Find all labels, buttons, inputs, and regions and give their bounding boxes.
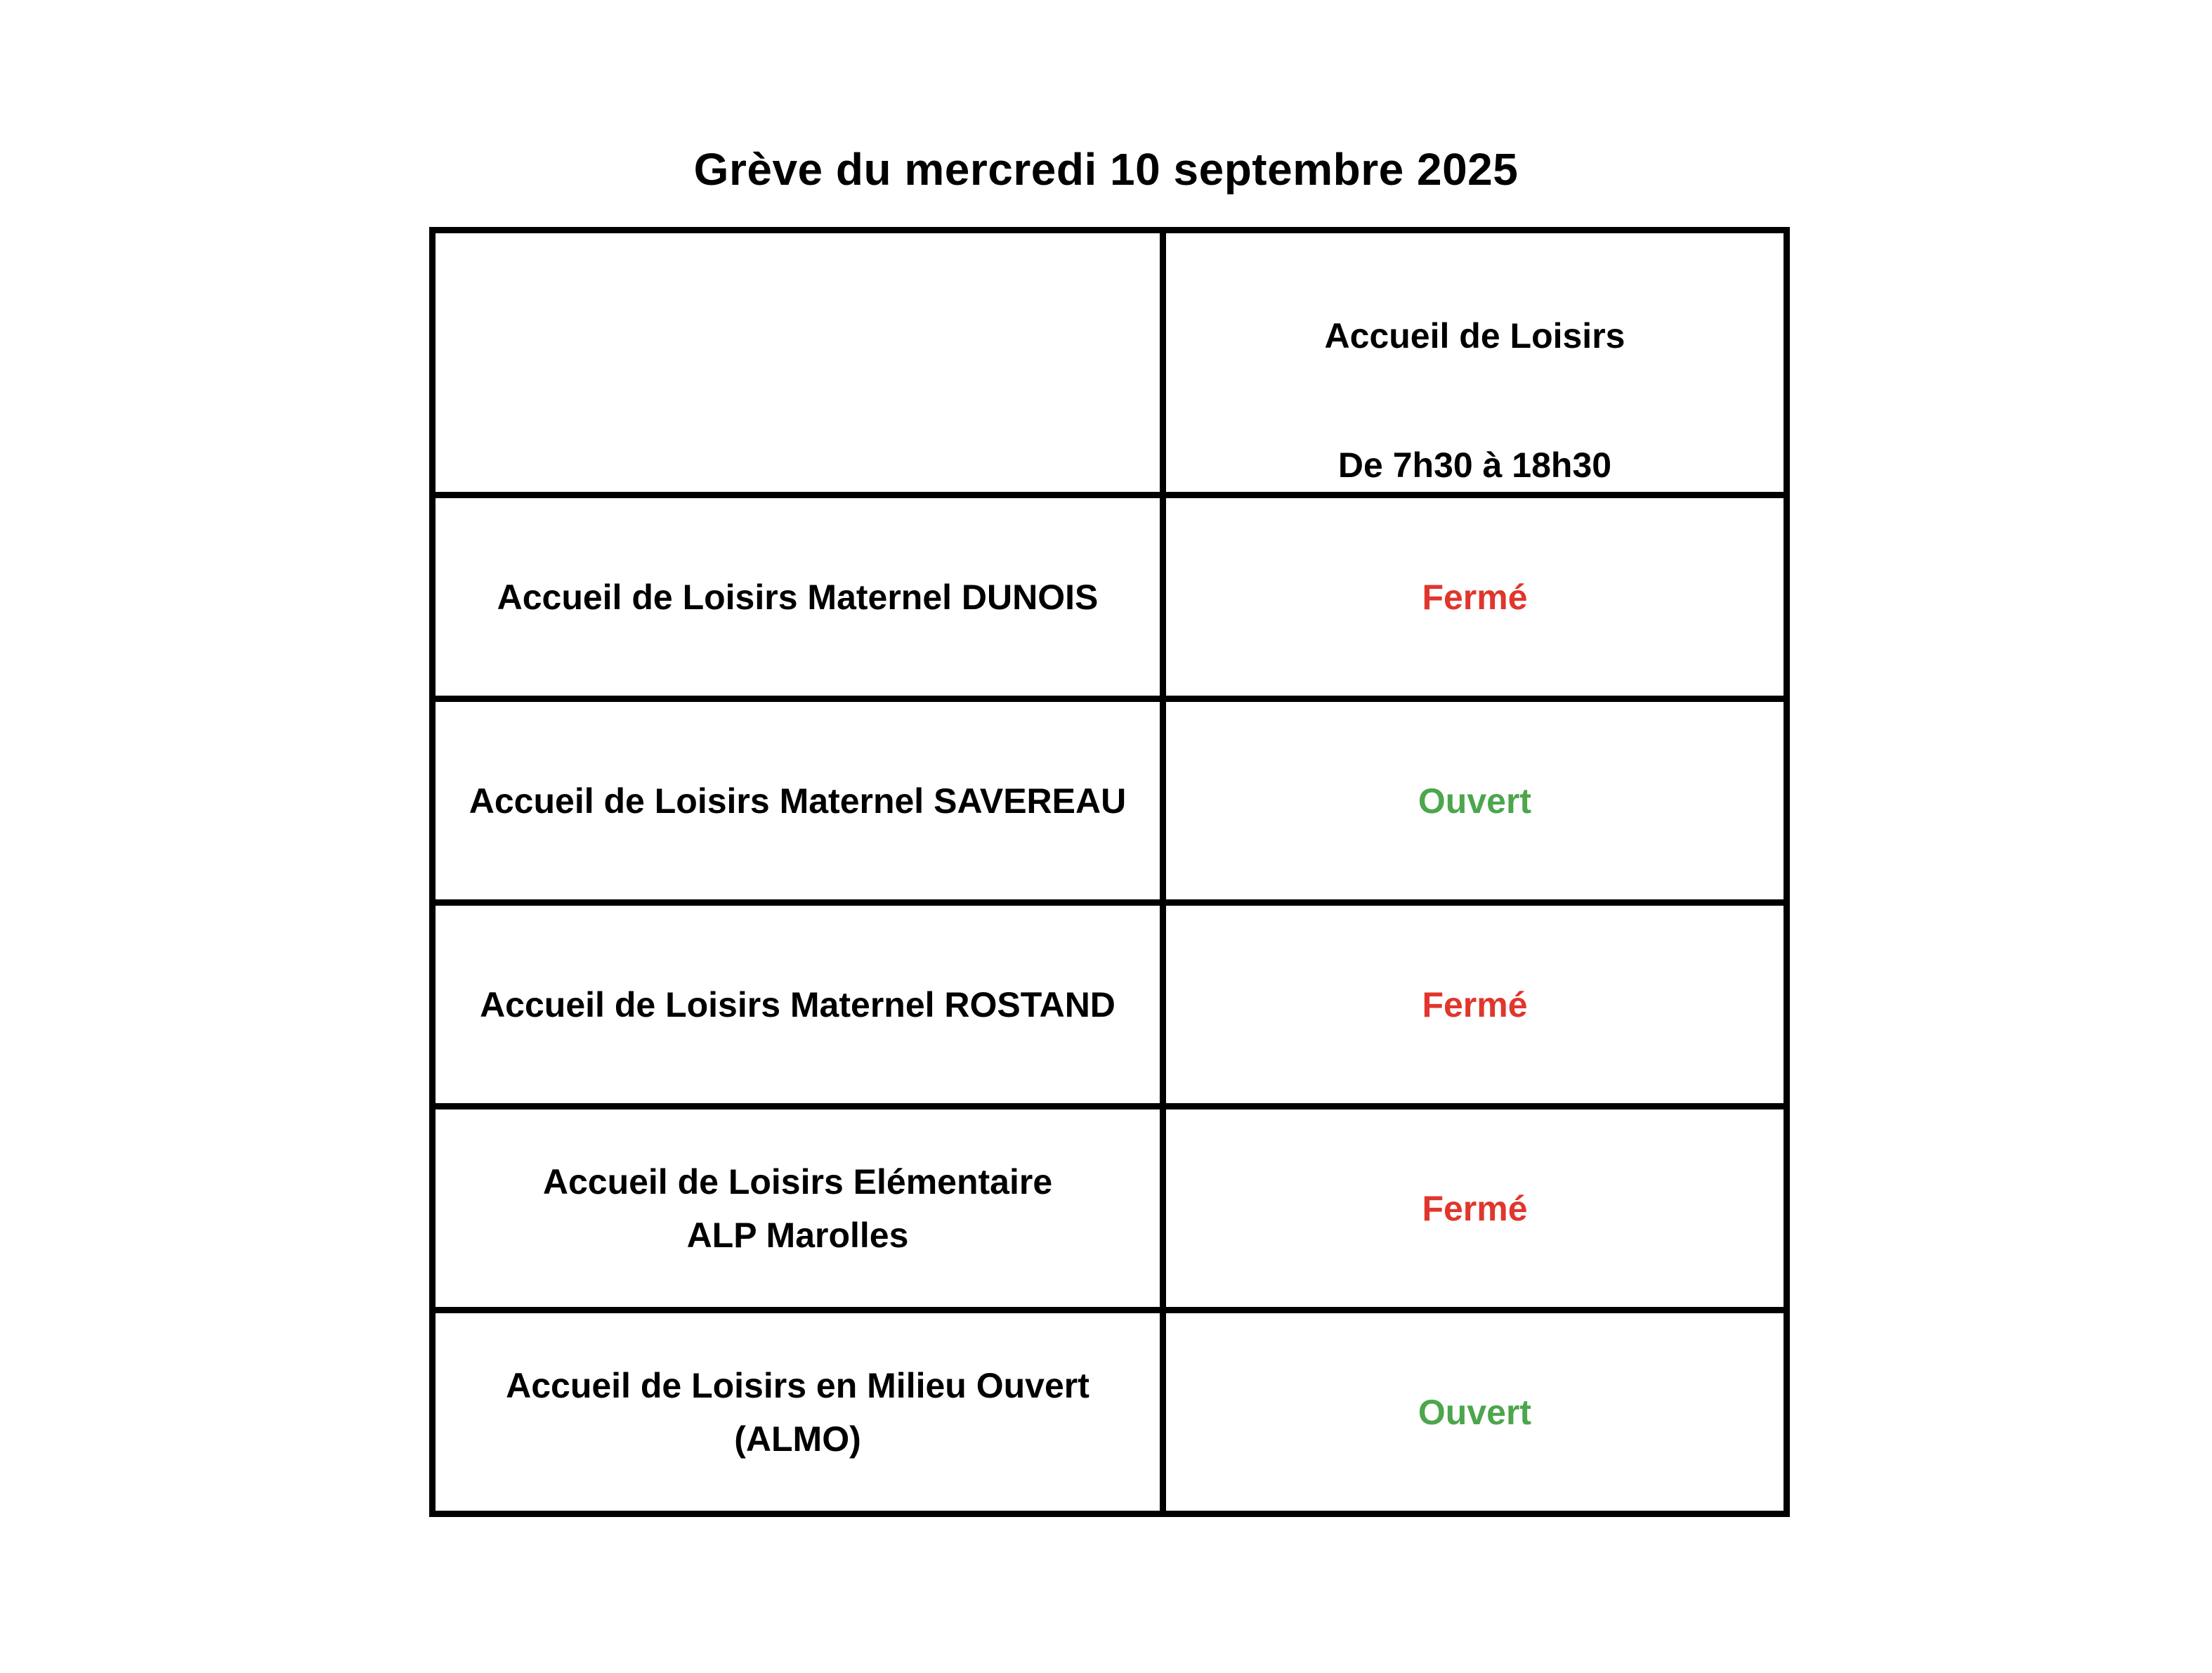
site-name-cell <box>433 699 1163 903</box>
status-label-open: Ouvert <box>1418 781 1532 821</box>
page-title: Grève du mercredi 10 septembre 2025 <box>693 144 1519 195</box>
table-row <box>433 495 1787 699</box>
header-status-title: Accueil de Loisirs <box>1324 316 1625 356</box>
status-label-closed: Fermé <box>1422 984 1528 1024</box>
header-name-cell <box>433 230 1163 495</box>
site-name-line-1: Accueil de Loisirs en Milieu Ouvert <box>506 1365 1089 1405</box>
status-cell <box>1163 699 1787 903</box>
status-cell <box>1163 903 1787 1107</box>
header-status-hours: De 7h30 à 18h30 <box>1337 445 1612 485</box>
status-table <box>429 227 1790 1517</box>
site-name-line-1: Accueil de Loisirs Elémentaire <box>542 1161 1053 1202</box>
table-row <box>433 699 1787 903</box>
site-name: Accueil de Loisirs Maternel ROSTAND <box>480 984 1115 1024</box>
table-header-row <box>433 230 1787 495</box>
status-cell <box>1163 1107 1787 1310</box>
header-status-cell <box>1163 230 1787 495</box>
site-name-cell <box>433 903 1163 1107</box>
status-cell <box>1163 1310 1787 1514</box>
table-row <box>433 1310 1787 1514</box>
site-name-cell <box>433 1310 1163 1514</box>
site-name: Accueil de Loisirs Maternel DUNOIS <box>497 577 1099 617</box>
site-name-cell <box>433 1107 1163 1310</box>
status-label-open: Ouvert <box>1418 1392 1532 1432</box>
status-label-closed: Fermé <box>1422 577 1528 617</box>
site-name-line-2: ALP Marolles <box>686 1215 909 1255</box>
status-cell <box>1163 495 1787 699</box>
site-name-line-2: (ALMO) <box>734 1419 861 1459</box>
site-name: Accueil de Loisirs Maternel SAVEREAU <box>469 781 1127 821</box>
status-label-closed: Fermé <box>1422 1188 1528 1228</box>
table-row <box>433 903 1787 1107</box>
site-name-cell <box>433 495 1163 699</box>
table-row <box>433 1107 1787 1310</box>
